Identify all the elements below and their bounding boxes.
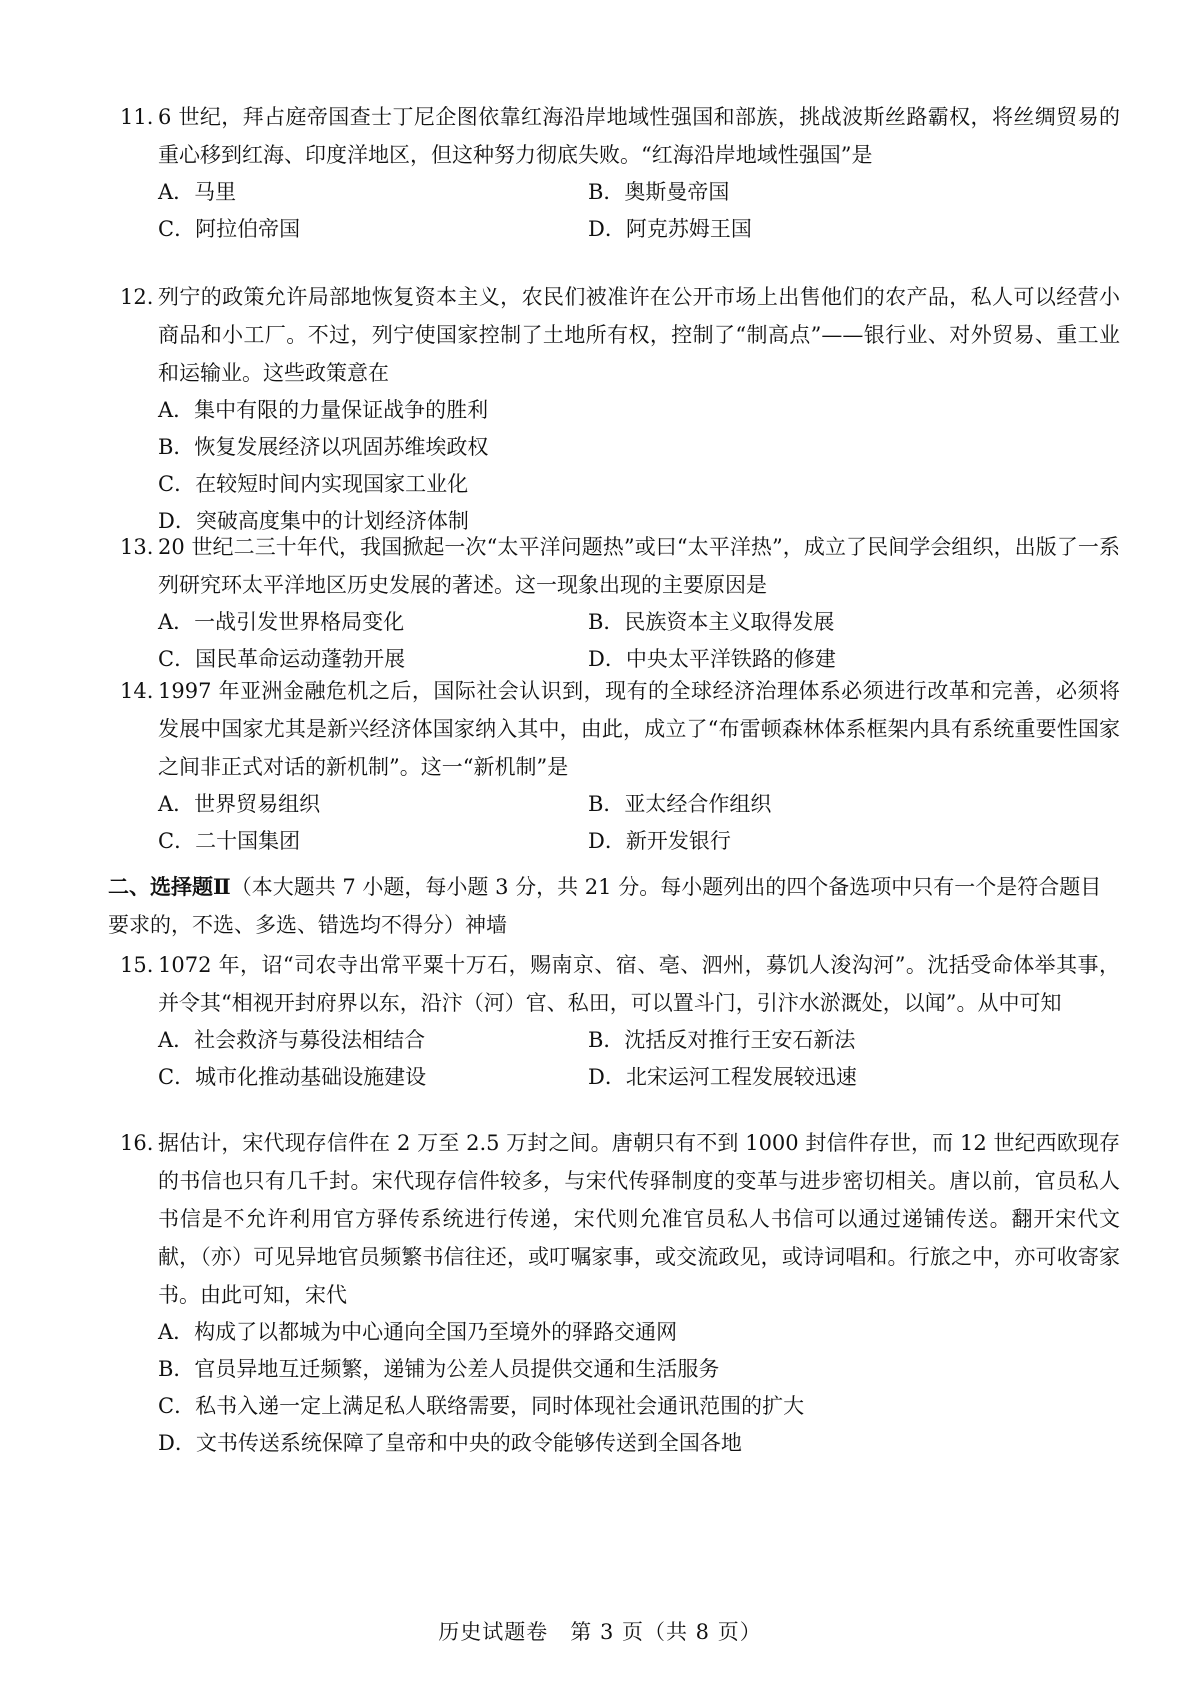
question-16	[120, 1124, 1120, 1462]
option-b: B．官员异地互迁频繁，递铺为公差人员提供交通和生活服务	[158, 1357, 720, 1381]
question-number: 15.	[120, 953, 154, 977]
option-c: C．二十国集团	[158, 829, 301, 853]
option-d: D．北宋运河工程发展较迅速	[588, 1065, 857, 1089]
option-a: A．集中有限的力量保证战争的胜利	[158, 398, 489, 422]
option-a: A．一战引发世界格局变化	[158, 610, 405, 634]
section-heading	[108, 868, 1120, 944]
question-number: 16.	[120, 1131, 154, 1155]
question-number: 11.	[120, 105, 154, 129]
option-a: A．马里	[158, 180, 237, 204]
option-b: B．沈括反对推行王安石新法	[588, 1028, 856, 1052]
option-a: A．构成了以都城为中心通向全国乃至境外的驿路交通网	[158, 1320, 678, 1344]
question-14	[120, 672, 1120, 860]
option-d: D．突破高度集中的计划经济体制	[158, 509, 469, 533]
question-stem: 列宁的政策允许局部地恢复资本主义，农民们被准许在公开市场上出售他们的农产品，私人可以经营小商品和小工厂。不过，列宁使国家控制了土地所有权，控制了“制高点”——银行业、对外贸易、重工业和运输业。这些政策意在	[158, 285, 1120, 385]
option-b: B．恢复发展经济以巩固苏维埃政权	[158, 435, 489, 459]
option-c: C．私书入递一定上满足私人联络需要，同时体现社会通讯范围的扩大	[158, 1394, 805, 1418]
question-12	[120, 278, 1120, 540]
option-d: D．文书传送系统保障了皇帝和中央的政令能够传送到全国各地	[158, 1431, 742, 1455]
question-stem: 20 世纪二三十年代，我国掀起一次“太平洋问题热”或曰“太平洋热”，成立了民间学会组织，出版了一系列研究环太平洋地区历史发展的著述。这一现象出现的主要原因是	[158, 535, 1120, 597]
option-c: C．阿拉伯帝国	[158, 217, 301, 241]
section-note: （本大题共 7 小题，每小题 3 分，共 21 分。每小题列出的四个备选项中只有一个是符合题目要求的，不选、多选、错选均不得分）神墙	[108, 875, 1102, 937]
page-footer: 历史试题卷 第 3 页（共 8 页）	[438, 1620, 762, 1644]
option-d: D．中央太平洋铁路的修建	[588, 647, 836, 671]
question-11	[120, 98, 1120, 248]
section-title: 二、选择题Ⅱ	[108, 874, 231, 899]
option-d: D．阿克苏姆王国	[588, 217, 752, 241]
question-number: 13.	[120, 535, 154, 559]
question-13	[120, 528, 1120, 678]
question-number: 12.	[120, 285, 154, 309]
question-number: 14.	[120, 679, 154, 703]
question-stem: 1072 年，诏“司农寺出常平粟十万石，赐南京、宿、亳、泗州，募饥人浚沟河”。沈括受命体举其事，并令其“相视开封府界以东，沿汴（河）官、私田，可以置斗门，引汴水淤溉处，以闻”。从中可知	[158, 953, 1120, 1015]
question-15	[120, 946, 1120, 1096]
option-b: B．亚太经合作组织	[588, 792, 772, 816]
question-stem: 1997 年亚洲金融危机之后，国际社会认识到，现有的全球经济治理体系必须进行改革和完善，必须将发展中国家尤其是新兴经济体国家纳入其中，由此，成立了“布雷顿森林体系框架内具有系统重要性国家之间非正式对话的新机制”。这一“新机制”是	[158, 679, 1120, 779]
option-a: A．社会救济与募役法相结合	[158, 1028, 426, 1052]
option-c: C．国民革命运动蓬勃开展	[158, 647, 406, 671]
option-c: C．城市化推动基础设施建设	[158, 1065, 427, 1089]
option-c: C．在较短时间内实现国家工业化	[158, 472, 469, 496]
question-stem: 6 世纪，拜占庭帝国查士丁尼企图依靠红海沿岸地域性强国和部族，挑战波斯丝路霸权，将丝绸贸易的重心移到红海、印度洋地区，但这种努力彻底失败。“红海沿岸地域性强国”是	[158, 105, 1120, 167]
option-b: B．民族资本主义取得发展	[588, 610, 835, 634]
question-stem: 据估计，宋代现存信件在 2 万至 2.5 万封之间。唐朝只有不到 1000 封信件存世，而 12 世纪西欧现存的书信也只有几千封。宋代现存信件较多，与宋代传驿制度的变革与进步密切相关。唐以前，官员私人书信是不允许利用官方驿传系统进行传递，宋代则允准官员私人书信可以通过递铺传送。翻开宋代文献，（亦）可见异地官员频繁书信往还，或叮嘱家事，或交流政见，或诗词唱和。行旅之中，亦可收寄家书。由此可知，宋代	[158, 1131, 1120, 1307]
option-a: A．世界贸易组织	[158, 792, 321, 816]
option-d: D．新开发银行	[588, 829, 731, 853]
option-b: B．奥斯曼帝国	[588, 180, 730, 204]
